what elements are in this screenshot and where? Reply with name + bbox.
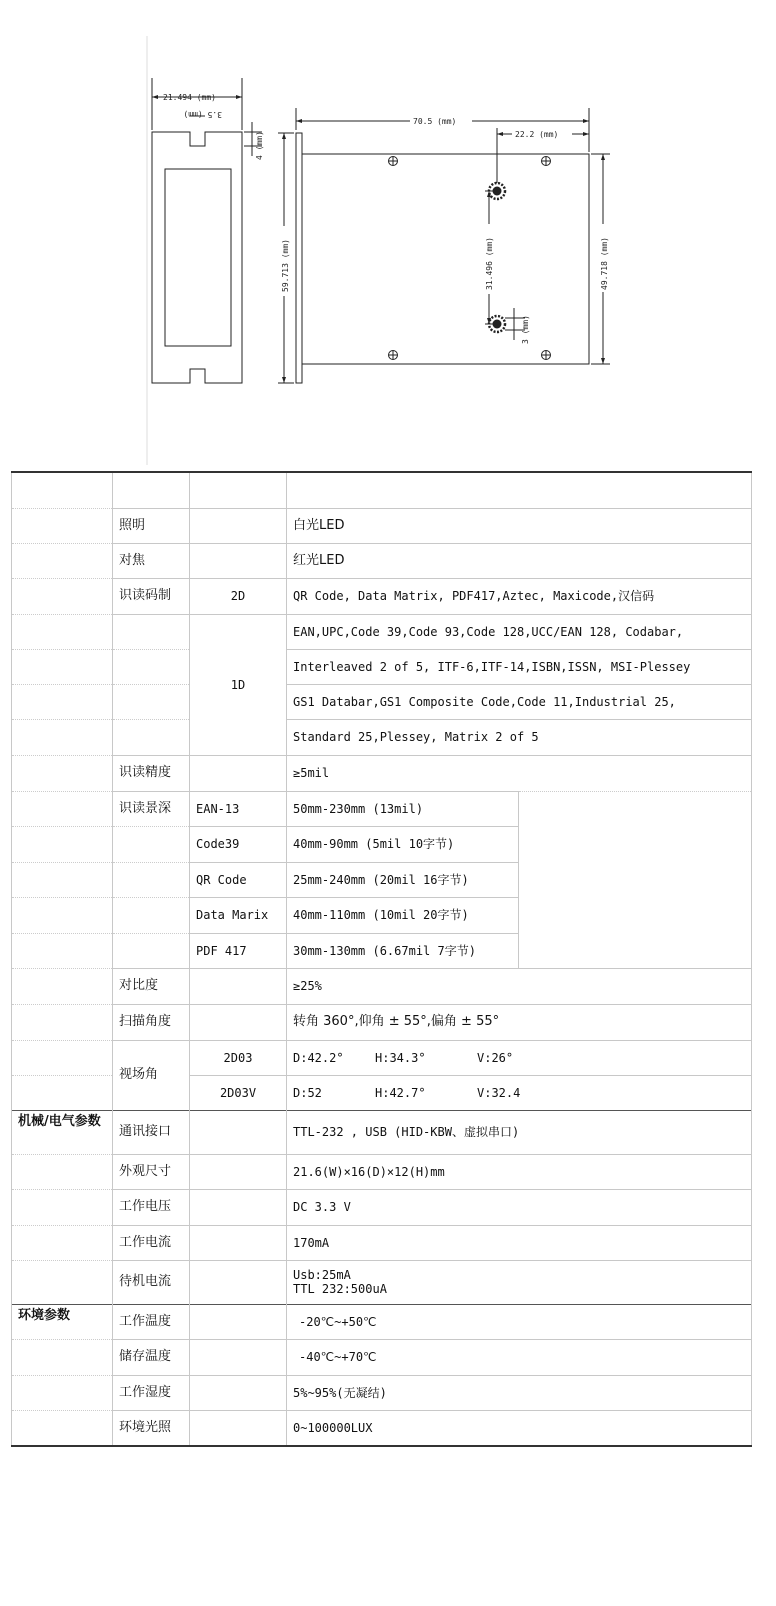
- fov-d: D:52: [293, 1085, 322, 1100]
- table-row: [12, 1225, 752, 1260]
- table-header-row: [12, 472, 752, 508]
- row-label: 识读精度: [113, 755, 190, 791]
- fov-h: H:34.3°: [375, 1050, 426, 1065]
- symbology-1d-line: Standard 25,Plessey, Matrix 2 of 5: [287, 719, 752, 755]
- fov-model: 2D03V: [190, 1075, 287, 1110]
- table-row: [12, 578, 752, 614]
- fov-v: V:26°: [477, 1050, 514, 1065]
- row-label: 扫描角度: [113, 1004, 190, 1040]
- dim-hole-spacing: 31.496 (mm): [485, 237, 494, 290]
- side-view: [152, 78, 264, 383]
- row-value: 170mA: [287, 1225, 752, 1260]
- table-row: [12, 1339, 752, 1375]
- row-value: 红光LED: [287, 543, 752, 578]
- depth-value: 25mm-240mm (20mil 16字节): [287, 862, 519, 897]
- table-row: [12, 614, 752, 649]
- symbology-1d-line: EAN,UPC,Code 39,Code 93,Code 128,UCC/EAN 128, Codabar,: [287, 614, 752, 649]
- table-row: [12, 1004, 752, 1040]
- table-row: [12, 1189, 752, 1225]
- dim-height-left: 59.713 (mm): [281, 239, 290, 292]
- depth-code: Code39: [190, 826, 287, 862]
- dim-height-right: 49.718 (mm): [600, 237, 609, 290]
- row-label: 对比度: [113, 968, 190, 1004]
- dim-notch: 3.5 (mm): [183, 110, 222, 119]
- row-label: 待机电流: [113, 1260, 190, 1304]
- mechanical-drawing: [0, 0, 776, 470]
- screw-icon: [389, 351, 398, 360]
- symbology-2d-label: 2D: [190, 578, 287, 614]
- table-row: [12, 684, 752, 719]
- row-label: 工作电压: [113, 1189, 190, 1225]
- fov-value: [287, 1040, 752, 1075]
- standby-usb: Usb:25mA: [293, 1268, 351, 1282]
- dim-right-offset: 22.2 (mm): [515, 130, 559, 139]
- fov-h: H:42.7°: [375, 1085, 426, 1100]
- section-environment: 环境参数: [12, 1304, 113, 1339]
- standby-ttl: TTL 232:500uA: [293, 1282, 387, 1296]
- table-row: [12, 1040, 752, 1075]
- row-value: 白光LED: [287, 508, 752, 543]
- row-label: 工作电流: [113, 1225, 190, 1260]
- row-value: 21.6(W)×16(D)×12(H)mm: [287, 1154, 752, 1189]
- fov-v: V:32.4: [477, 1085, 521, 1100]
- row-label: 识读码制: [113, 578, 190, 614]
- symbology-1d-line: GS1 Databar,GS1 Composite Code,Code 11,Industrial 25,: [287, 684, 752, 719]
- dim-total-width: 70.5 (mm): [413, 117, 457, 126]
- front-view: [278, 108, 610, 383]
- row-label: 识读景深: [113, 791, 190, 826]
- depth-value: 50mm-230mm (13mil): [287, 791, 519, 826]
- depth-code: QR Code: [190, 862, 287, 897]
- symbology-1d-label: 1D: [190, 614, 287, 755]
- row-label: 对焦: [113, 543, 190, 578]
- table-row: [12, 1375, 752, 1410]
- depth-code: PDF 417: [190, 933, 287, 968]
- screw-icon: [542, 157, 551, 166]
- row-value: -20℃~+50℃: [287, 1304, 752, 1339]
- screw-icon: [542, 351, 551, 360]
- row-value: ≥25%: [287, 968, 752, 1004]
- row-label: 外观尺寸: [113, 1154, 190, 1189]
- table-row: [12, 1304, 752, 1339]
- depth-code: EAN-13: [190, 791, 287, 826]
- row-label: 通讯接口: [113, 1110, 190, 1154]
- table-row: [12, 1110, 752, 1154]
- row-value: 5%~95%(无凝结): [287, 1375, 752, 1410]
- row-label: 照明: [113, 508, 190, 543]
- screw-icon: [389, 157, 398, 166]
- fov-model: 2D03: [190, 1040, 287, 1075]
- row-label: 环境光照: [113, 1410, 190, 1446]
- table-row: [12, 1410, 752, 1446]
- row-value: ≥5mil: [287, 755, 752, 791]
- row-value: 0~100000LUX: [287, 1410, 752, 1446]
- row-label: 工作温度: [113, 1304, 190, 1339]
- table-row: [12, 508, 752, 543]
- row-label: 工作湿度: [113, 1375, 190, 1410]
- section-mech-elec: 机械/电气参数: [12, 1110, 113, 1154]
- fov-value: [287, 1075, 752, 1110]
- row-value: -40℃~+70℃: [287, 1339, 752, 1375]
- table-row: [12, 1260, 752, 1304]
- table-row: [12, 649, 752, 684]
- spec-table: [11, 471, 752, 1447]
- depth-value: 40mm-90mm (5mil 10字节): [287, 826, 519, 862]
- table-row: [12, 968, 752, 1004]
- dim-width-left: 21.494 (mm): [163, 93, 216, 102]
- row-value: 转角 360°,仰角 ± 55°,偏角 ± 55°: [287, 1004, 752, 1040]
- depth-value: 40mm-110mm (10mil 20字节): [287, 897, 519, 933]
- table-row: [12, 791, 752, 826]
- symbology-2d-value: QR Code, Data Matrix, PDF417,Aztec, Maxicode,汉信码: [287, 578, 752, 614]
- symbology-1d-line: Interleaved 2 of 5, ITF-6,ITF-14,ISBN,ISSN, MSI-Plessey: [287, 649, 752, 684]
- table-row: [12, 719, 752, 755]
- row-value: DC 3.3 V: [287, 1189, 752, 1225]
- depth-value: 30mm-130mm (6.67mil 7字节): [287, 933, 519, 968]
- fov-d: D:42.2°: [293, 1050, 344, 1065]
- table-row: [12, 543, 752, 578]
- table-row: [12, 755, 752, 791]
- dim-top-gap: 4 (mm): [255, 131, 264, 160]
- row-label: 视场角: [113, 1040, 190, 1110]
- row-value: [287, 1260, 752, 1304]
- depth-code: Data Marix: [190, 897, 287, 933]
- row-value: TTL-232 , USB (HID-KBW、虚拟串口): [287, 1110, 752, 1154]
- table-row: [12, 1154, 752, 1189]
- dim-hole-small: 3 (mm): [521, 315, 530, 344]
- row-label: 储存温度: [113, 1339, 190, 1375]
